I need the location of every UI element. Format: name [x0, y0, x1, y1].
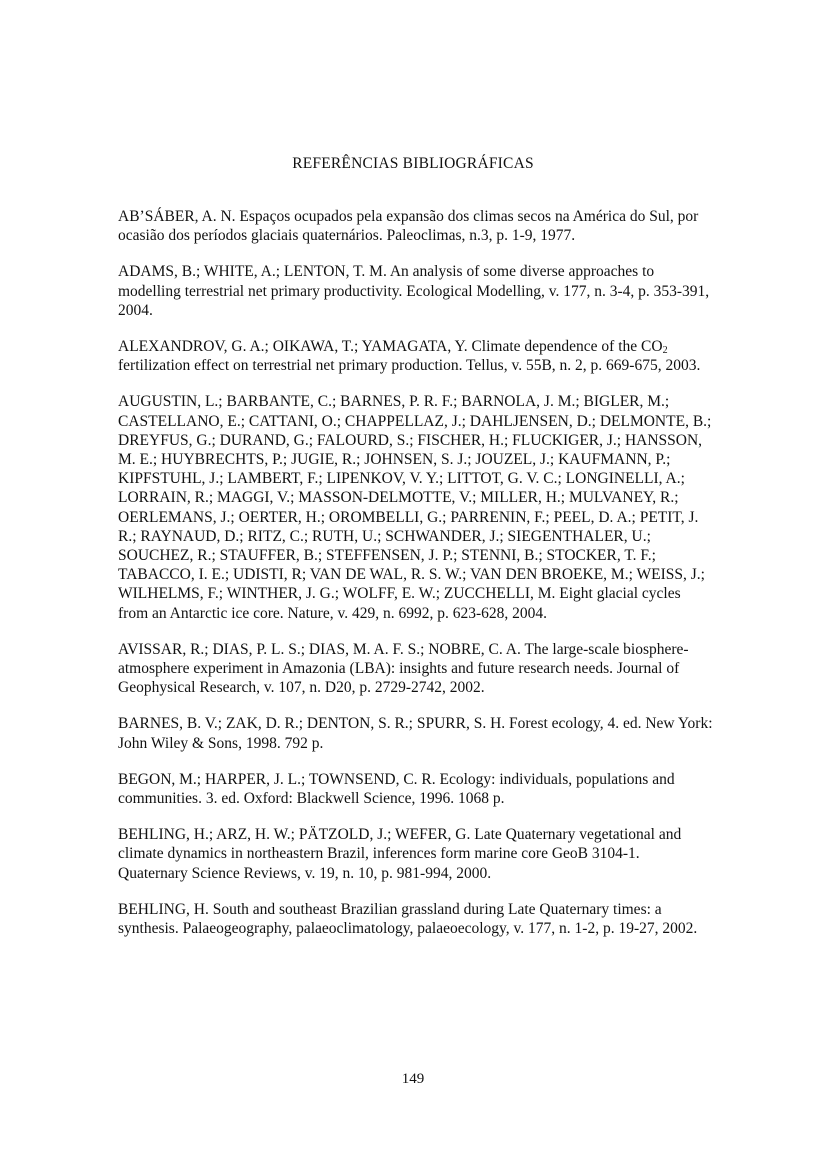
page-title: REFERÊNCIAS BIBLIOGRÁFICAS — [292, 155, 534, 172]
reference-behling-2000: BEHLING, H.; ARZ, H. W.; PÄTZOLD, J.; WEFER, G. Late Quaternary vegetational and climate dynamics in northeastern Brazil, inferences form marine core GeoB 3104-1. Quaternary Science Reviews, v. 19, n. 10, p. 981-994, 2000. — [118, 826, 682, 882]
subscript: 2 — [662, 345, 668, 357]
reference-augustin-2004: AUGUSTIN, L.; BARBANTE, C.; BARNES, P. R. F.; BARNOLA, J. M.; BIGLER, M.; CASTELLANO, E.; CATTANI, O.; CHAPPELLAZ, J.; DAHLJENSEN, D.; DELMONTE, B.; DREYFUS, G.; DURAND, G.; FALOURD, S.; FISCHER, H.; FLUCKIGER, J.; HANSSON, M. E.; HUYBRECHTS, P.; JUGIE, R.; JOHNSEN, S. J.; JOUZEL, J.; KAUFMANN, P.; KIPFSTUHL, J.; LAMBERT, F.; LIPENKOV, V. Y.; LITTOT, G. V. C.; LONGINELLI, A.; LORRAIN, R.; MAGGI, V.; MASSON-DELMOTTE, V.; MILLER, H.; MULVANEY, R.; OERLEMANS, J.; OERTER, H.; OROMBELLI, G.; PARRENIN, F.; PEEL, D. A.; PETIT, J. R.; RAYNAUD, D.; RITZ, C.; RUTH, U.; SCHWANDER, J.; SIEGENTHALER, U.; SOUCHEZ, R.; STAUFFER, B.; STEFFENSEN, J. P.; STENNI, B.; STOCKER, T. F.; TABACCO, I. E.; UDISTI, R; VAN DE WAL, R. S. W.; VAN DEN BROEKE, M.; WEISS, J.; WILHELMS, F.; WINTHER, J. G.; WOLFF, E. W.; ZUCCHELLI, M. Eight glacial cycles from an Antarctic ice core. Nature, v. 429, n. 6992, p. 623-628, 2004. — [118, 393, 712, 622]
reference-text-pre: ALEXANDROV, G. A.; OIKAWA, T.; YAMAGATA, Y. Climate dependence of the CO — [118, 338, 663, 356]
reference-list — [118, 207, 713, 955]
reference-behling-2002: BEHLING, H. South and southeast Brazilian grassland during Late Quaternary times: a synthesis. Palaeogeography, palaeoclimatology, palaeoecology, v. 177, n. 1-2, p. 19-27, 2002. — [118, 900, 698, 938]
reference-absaber-1977: AB’SÁBER, A. N. Espaços ocupados pela expansão dos climas secos na América do Sul, por ocasião dos períodos glaciais quaternários. Paleoclimas, n.3, p. 1-9, 1977. — [118, 208, 699, 245]
reference-avissar-2002: AVISSAR, R.; DIAS, P. L. S.; DIAS, M. A. F. S.; NOBRE, C. A. The large-scale biosphere-atmosphere experiment in Amazonia (LBA): insights and future research needs. Journal of Geophysical Research, v. 107, n. D20, p. 2729-2742, 2002. — [118, 640, 689, 697]
reference-alexandrov-2003 — [118, 337, 713, 375]
reference-begon-1996: BEGON, M.; HARPER, J. L.; TOWNSEND, C. R. Ecology: individuals, populations and communities. 3. ed. Oxford: Blackwell Science, 1996. 1068 p. — [118, 770, 675, 808]
reference-text-post: fertilization effect on terrestrial net primary production. Tellus, v. 55B, n. 2, p. 669-675, 2003. — [118, 357, 701, 375]
reference-adams-2004: ADAMS, B.; WHITE, A.; LENTON, T. M. An analysis of some diverse approaches to modelling terrestrial net primary productivity. Ecological Modelling, v. 177, n. 3-4, p. 353-391, 2004. — [118, 263, 710, 319]
reference-barnes-1998: BARNES, B. V.; ZAK, D. R.; DENTON, S. R.; SPURR, S. H. Forest ecology, 4. ed. New York: John Wiley & Sons, 1998. 792 p. — [118, 715, 713, 752]
page-number: 149 — [401, 1071, 425, 1087]
